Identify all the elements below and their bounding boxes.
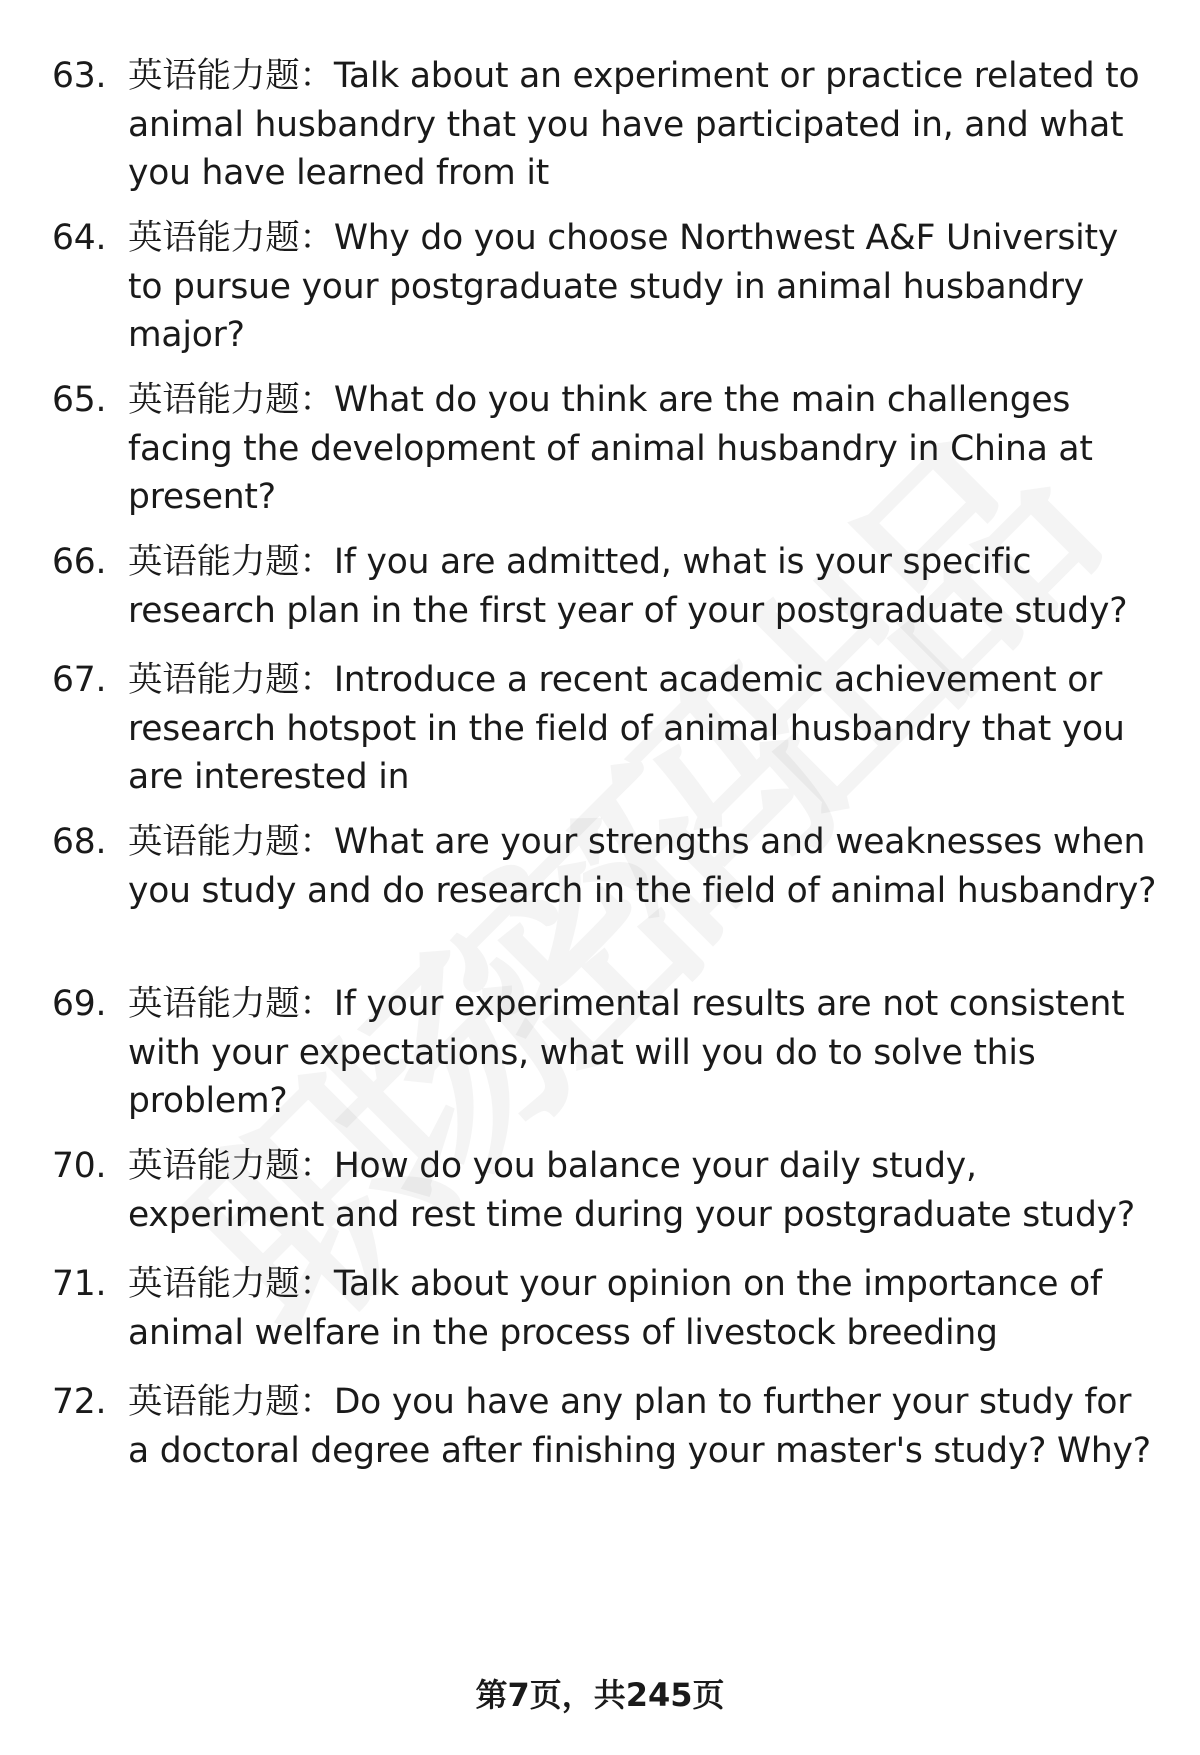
question-body [128,1260,1162,1357]
question-label: 英语能力题： [128,56,334,96]
question-72 [52,1378,1162,1475]
question-64 [52,214,1162,360]
question-body [128,376,1162,522]
question-label: 英语能力题： [128,1382,334,1422]
question-body [128,656,1162,802]
question-body [128,1378,1162,1475]
question-number: 68. [52,822,107,862]
question-number: 64. [52,218,107,258]
question-label: 英语能力题： [128,984,334,1024]
question-number: 70. [52,1146,107,1186]
question-label: 英语能力题： [128,380,334,420]
question-label: 英语能力题： [128,822,334,862]
question-text: What are your strengths and weaknesses when you study and do research in the field of animal husbandry? [128,822,1157,911]
question-68 [52,818,1162,915]
question-number: 63. [52,56,107,96]
question-text: What do you think are the main challenges facing the development of animal husbandry in China at present? [128,380,1093,517]
question-label: 英语能力题： [128,1146,334,1186]
question-number: 67. [52,660,107,700]
question-number: 72. [52,1382,107,1422]
question-text: Talk about an experiment or practice related to animal husbandry that you have participated in, and what you have learned from it [128,56,1140,193]
question-label: 英语能力题： [128,1264,334,1304]
question-65 [52,376,1162,522]
question-66 [52,538,1162,635]
question-body [128,980,1162,1126]
page-footer: 第7页，共245页 [475,1676,725,1714]
question-number: 65. [52,380,107,420]
question-body [128,538,1162,635]
question-number: 69. [52,984,107,1024]
question-67 [52,656,1162,802]
question-text: Why do you choose Northwest A&F University to pursue your postgraduate study in animal husbandry major? [128,218,1119,355]
question-number: 71. [52,1264,107,1304]
question-text: If you are admitted, what is your specific research plan in the first year of your postgraduate study? [128,542,1128,631]
question-label: 英语能力题： [128,218,334,258]
question-body [128,818,1162,915]
question-label: 英语能力题： [128,660,334,700]
question-69 [52,980,1162,1126]
question-text: Talk about your opinion on the importance of animal welfare in the process of livestock breeding [128,1264,1102,1353]
question-body [128,1142,1162,1239]
question-text: Do you have any plan to further your study for a doctoral degree after finishing your master's study? Why? [128,1382,1151,1471]
question-text: Introduce a recent academic achievement or research hotspot in the field of animal husbandry that you are interested in [128,660,1125,797]
question-body [128,214,1162,360]
question-text: If your experimental results are not consistent with your expectations, what will you do to solve this problem? [128,984,1125,1121]
question-70 [52,1142,1162,1239]
question-number: 66. [52,542,107,582]
question-71 [52,1260,1162,1357]
question-body [128,52,1162,198]
question-63 [52,52,1162,198]
question-label: 英语能力题： [128,542,334,582]
question-text: How do you balance your daily study, experiment and rest time during your postgraduate study? [128,1146,1135,1235]
